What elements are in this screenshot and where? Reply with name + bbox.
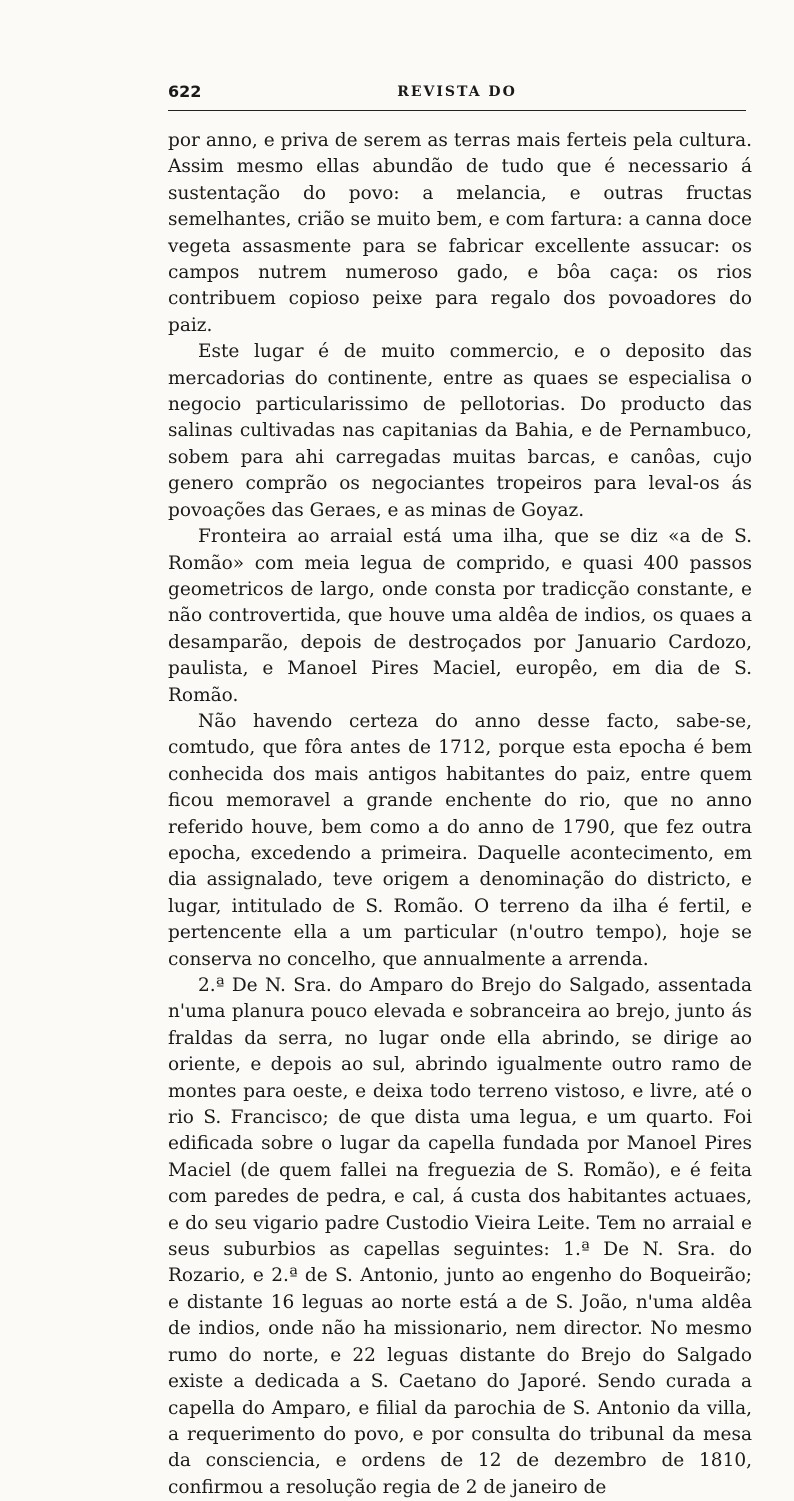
paragraph: Não havendo certeza do anno desse facto, sabe-se, comtudo, que fôra antes de 1712, porque esta epocha é bem conhecida dos mais antigos habitantes do paiz, entre quem ficou memoravel a grande enchente do rio, que no anno referido houve, bem como a do anno de 1790, que fez outra epocha, excedendo a primeira. Daquelle acontecimento, em dia assignalado, teve origem a denominação do districto, e lugar, intitulado de S. Romão. O terreno da ilha é fertil, e pertencente ella a um particular (n'outro tempo), hoje se conserva no concelho, que annualmente a arrenda. bbox=[168, 710, 752, 970]
running-title: REVISTA DO bbox=[397, 84, 517, 100]
paragraph: por anno, e priva de serem as terras mais ferteis pela cultura. Assim mesmo ellas abundão de tudo que é necessario á sustentação do povo: a melancia, e outras fructas semelhantes, crião se muito bem, e com fartura: a canna doce vegeta assasmente para se fabricar excellente assucar: os campos nutrem numeroso gado, e bôa caça: os rios contribuem copioso peixe para regalo dos povoadores do paiz. bbox=[168, 130, 752, 336]
body-text bbox=[168, 128, 752, 1501]
paragraph: Fronteira ao arraial está uma ilha, que se diz «a de S. Romão» com meia legua de comprido, e quasi 400 passos geometricos de largo, onde consta por tradicção constante, e não controvertida, que houve uma aldêa de indios, os quaes a desamparão, depois de destroçados por Januario Cardozo, paulista, e Manoel Pires Maciel, europêo, em dia de S. Romão. bbox=[168, 526, 752, 706]
page-header bbox=[168, 82, 746, 106]
paragraph: 2.ª De N. Sra. do Amparo do Brejo do Salgado, assentada n'uma planura pouco elevada e sobranceira ao brejo, junto ás fraldas da serra, no lugar onde ella abrindo, se dirige ao oriente, e depois ao sul, abrindo igualmente outro ramo de montes para oeste, e deixa todo terreno vistoso, e livre, até o rio S. Francisco; de que dista uma legua, e um quarto. Foi edificada sobre o lugar da capella fundada por Manoel Pires Maciel (de quem fallei na freguezia de S. Romão), e é feita com paredes de pedra, e cal, á custa dos habitantes actuaes, e do seu vigario padre Custodio Vieira Leite. Tem no arraial e seus suburbios as capellas seguintes: 1.ª De N. Sra. do Rozario, e 2.ª de S. Antonio, junto ao engenho do Boqueirão; e distante 16 leguas ao norte está a de S. João, n'uma aldêa de indios, onde não ha missionario, nem director. No mesmo rumo do norte, e 22 leguas distante do Brejo do Salgado existe a dedicada a S. Caetano do Japoré. Sendo curada a capella do Amparo, e filial da parochia de S. Antonio da villa, a requerimento do povo, e por consulta do tribunal da mesa da consciencia, e ordens de 12 de dezembro de 1810, confirmou a resolução regia de 2 de janeiro de bbox=[168, 975, 752, 1498]
header-rule bbox=[168, 110, 746, 111]
paragraph: Este lugar é de muito commercio, e o deposito das mercadorias do continente, entre as quaes se especialisa o negocio particularissimo de pellotorias. Do producto das salinas cultivadas nas capitanias da Bahia, e de Pernambuco, sobem para ahi carregadas muitas barcas, e canôas, cujo genero comprão os negociantes tropeiros para leval-os ás povoações das Geraes, e as minas de Goyaz. bbox=[168, 341, 752, 521]
page-number: 622 bbox=[168, 82, 202, 101]
